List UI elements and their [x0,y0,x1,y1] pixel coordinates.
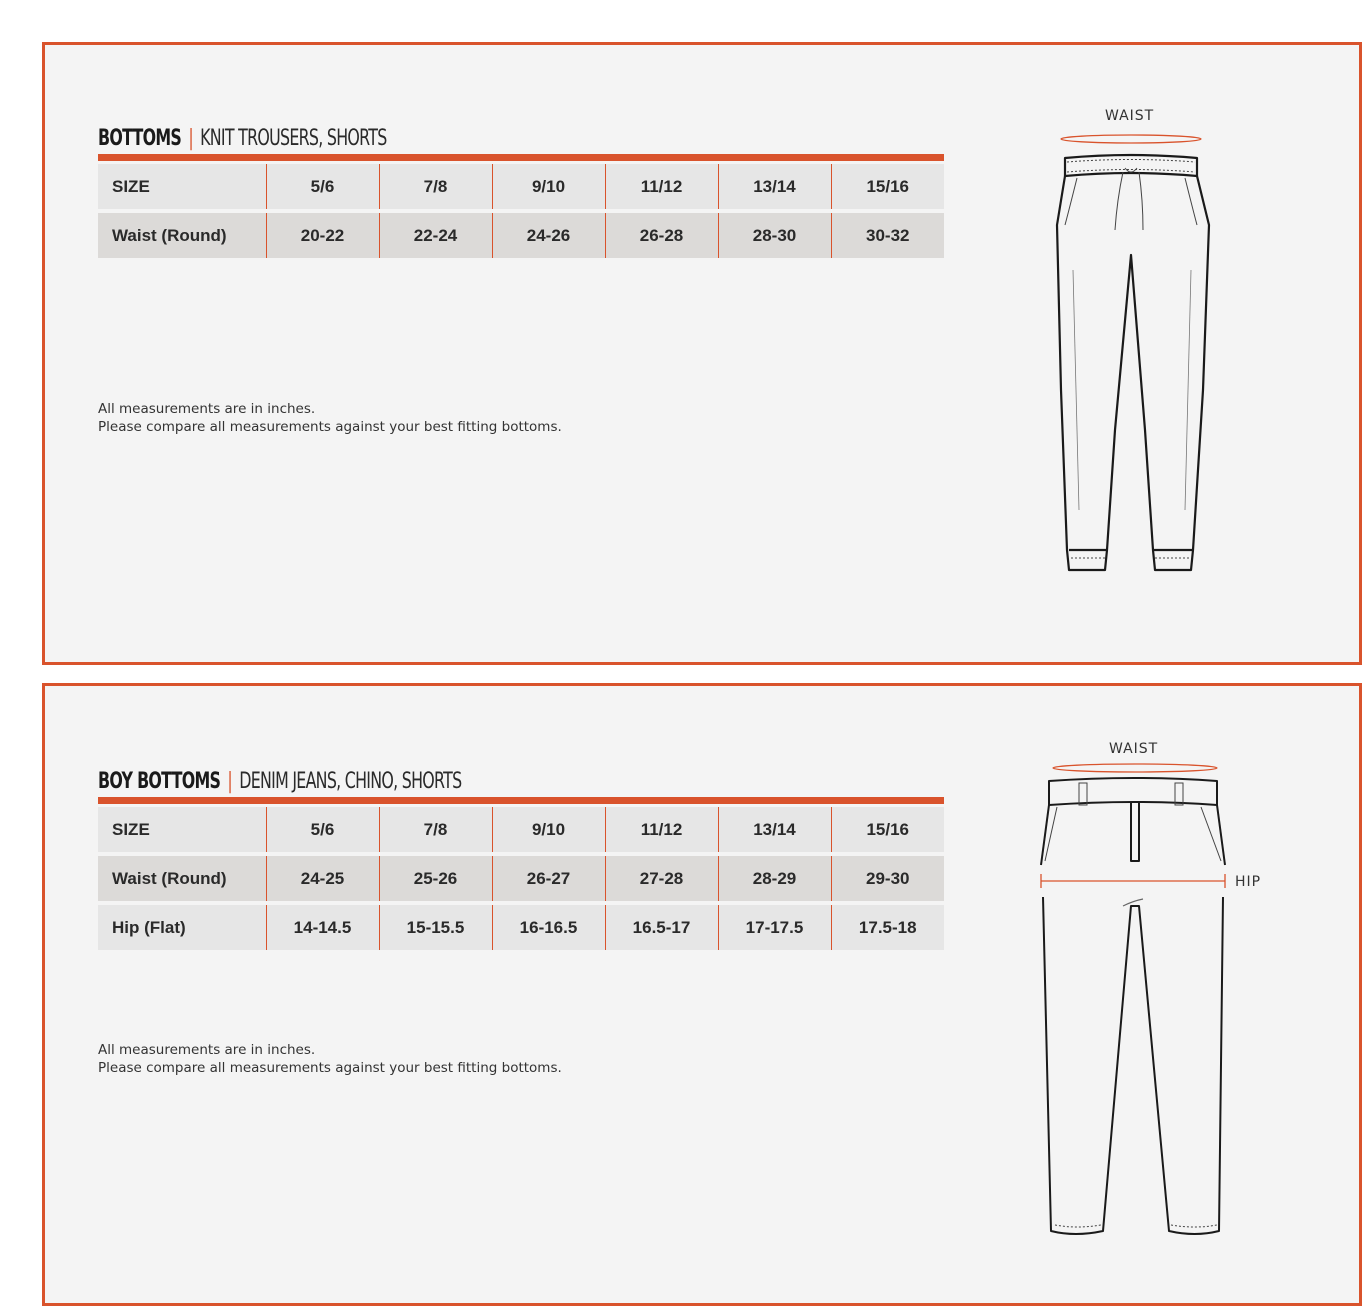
size-chart-panel-boy-bottoms [42,683,1362,1306]
section-subtitle: KNIT TROUSERS, SHORTS [200,126,387,151]
table-cell: 15-15.5 [379,903,492,950]
size-chart-panel-bottoms [42,42,1362,665]
table-cell: 16.5-17 [605,903,718,950]
table-cell: 28-30 [718,211,831,258]
table-cell: 7/8 [379,807,492,854]
section-heading [98,126,387,152]
size-table [98,807,944,950]
measurement-notes [98,400,562,436]
table-cell: 13/14 [718,807,831,854]
note-line: All measurements are in inches. [98,1042,316,1058]
table-cell: 15/16 [831,164,944,211]
table-cell: 14-14.5 [266,903,379,950]
heading-separator: | [188,126,193,151]
table-cell: 26-28 [605,211,718,258]
table-cell: 24-25 [266,854,379,903]
section-title: BOTTOMS [98,126,182,151]
table-row-waist [98,211,944,258]
table-row-hip [98,903,944,950]
heading-underline [98,797,944,804]
heading-separator: | [227,769,233,794]
note-line: All measurements are in inches. [98,401,316,417]
section-subtitle: DENIM JEANS, CHINO, SHORTS [239,769,462,794]
table-cell: 15/16 [831,807,944,854]
measurement-notes [98,1041,562,1077]
row-label: Waist (Round) [98,854,266,903]
note-line: Please compare all measurements against your best fitting bottoms. [98,1060,562,1076]
table-cell: 9/10 [492,164,605,211]
table-cell: 17.5-18 [831,903,944,950]
table-cell: 9/10 [492,807,605,854]
table-row-size [98,164,944,211]
table-cell: 25-26 [379,854,492,903]
row-label: Hip (Flat) [98,903,266,950]
table-cell: 17-17.5 [718,903,831,950]
table-cell: 13/14 [718,164,831,211]
table-row-size [98,807,944,854]
section-title: BOY BOTTOMS [98,769,221,794]
table-cell: 11/12 [605,807,718,854]
table-cell: 24-26 [492,211,605,258]
table-cell: 29-30 [831,854,944,903]
table-cell: 7/8 [379,164,492,211]
table-cell: 11/12 [605,164,718,211]
heading-underline [98,154,944,161]
section-heading [98,769,461,795]
table-cell: 30-32 [831,211,944,258]
waist-label: WAIST [1109,741,1159,757]
waist-label: WAIST [1105,108,1155,124]
table-cell: 28-29 [718,854,831,903]
table-cell: 27-28 [605,854,718,903]
table-row-waist [98,854,944,903]
size-table [98,164,944,258]
table-cell: 5/6 [266,807,379,854]
note-line: Please compare all measurements against your best fitting bottoms. [98,419,562,435]
table-cell: 5/6 [266,164,379,211]
jogger-pants-illustration [1045,130,1225,630]
table-cell: 22-24 [379,211,492,258]
jeans-pants-illustration [1035,761,1235,1261]
table-cell: 26-27 [492,854,605,903]
row-label: SIZE [98,164,266,211]
row-label: Waist (Round) [98,211,266,258]
row-label: SIZE [98,807,266,854]
table-cell: 20-22 [266,211,379,258]
table-cell: 16-16.5 [492,903,605,950]
hip-label: HIP [1235,874,1262,890]
